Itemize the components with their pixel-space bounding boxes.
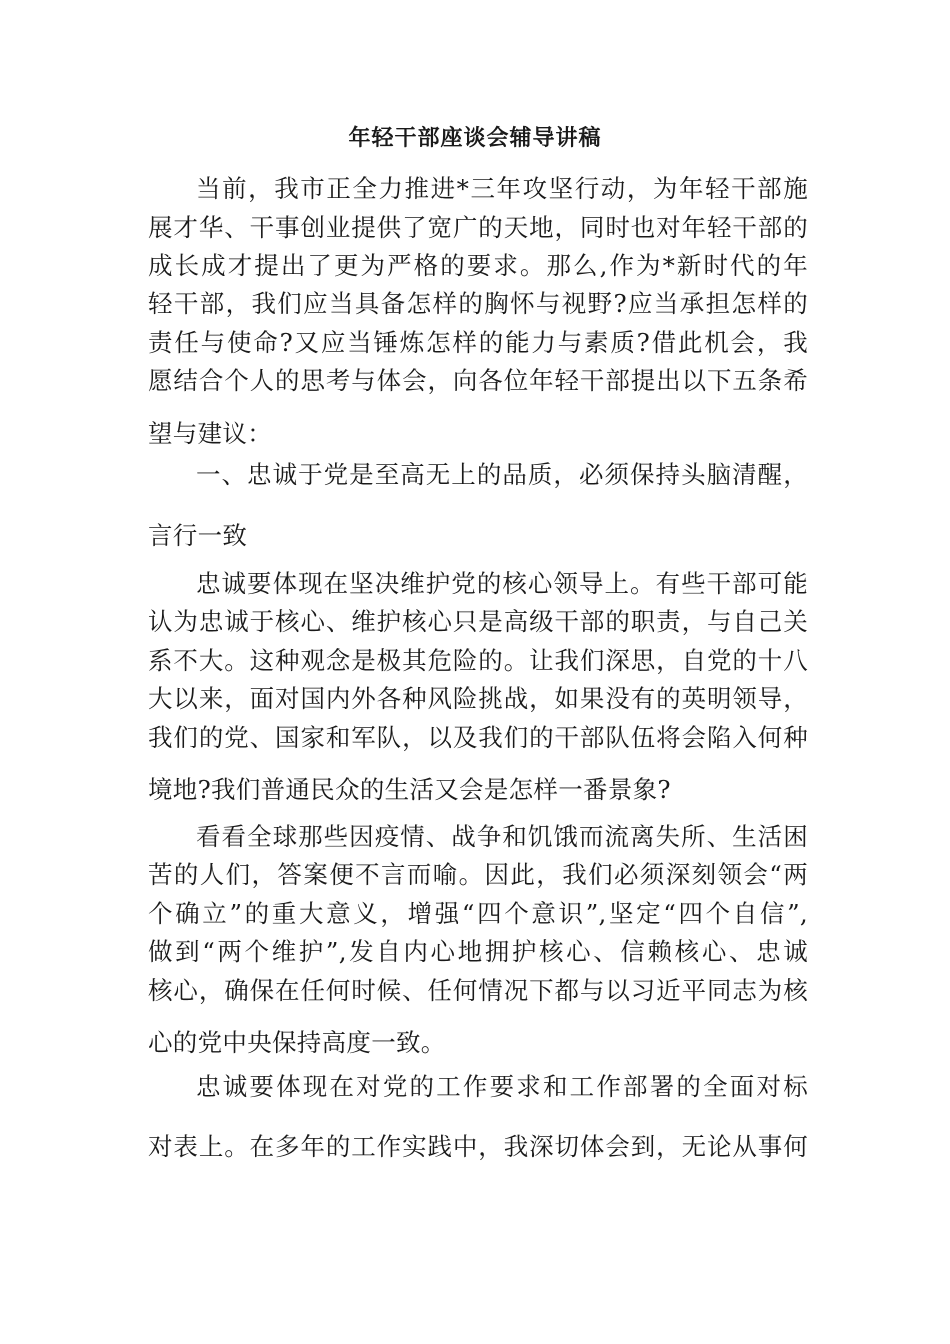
text-line: 大以来，面对国内外各种风险挑战，如果没有的英明领导， (148, 684, 808, 713)
text-line: 忠诚要体现在对党的工作要求和工作部署的全面对标 (196, 1072, 808, 1101)
text-line: 做到“两个维护”,发自内心地拥护核心、信赖核心、忠诚 (148, 937, 808, 966)
text-line: 成长成才提出了更为严格的要求。那么,作为*新时代的年 (148, 251, 808, 280)
section-heading-line: 言行一致 (148, 521, 248, 550)
text-line: 心的党中央保持高度一致。 (148, 1028, 446, 1057)
text-line: 看看全球那些因疫情、战争和饥饿而流离失所、生活困 (196, 822, 808, 851)
text-line: 对表上。在多年的工作实践中，我深切体会到，无论从事何 (148, 1132, 808, 1161)
text-line: 望与建议： (148, 419, 272, 448)
text-line: 展才华、干事创业提供了宽广的天地，同时也对年轻干部的 (148, 213, 808, 242)
text-line: 系不大。这种观念是极其危险的。让我们深思，自党的十八 (148, 646, 808, 675)
document-title: 年轻干部座谈会辅导讲稿 (348, 126, 602, 151)
text-line: 认为忠诚于核心、维护核心只是高级干部的职责，与自己关 (148, 607, 808, 636)
text-line: 忠诚要体现在坚决维护党的核心领导上。有些干部可能 (196, 569, 808, 598)
text-line: 我们的党、国家和军队，以及我们的干部队伍将会陷入何种 (148, 723, 808, 752)
text-line: 当前，我市正全力推进*三年攻坚行动，为年轻干部施 (196, 174, 808, 203)
text-line: 核心，确保在任何时候、任何情况下都与以习近平同志为核 (148, 976, 808, 1005)
text-line: 轻干部，我们应当具备怎样的胸怀与视野?应当承担怎样的 (148, 289, 808, 318)
text-line: 个确立”的重大意义，增强“四个意识”,坚定“四个自信”, (148, 899, 808, 928)
section-heading-line: 一、忠诚于党是至高无上的品质，必须保持头脑清醒， (196, 460, 808, 489)
text-line: 责任与使命?又应当锤炼怎样的能力与素质?借此机会，我 (148, 328, 808, 357)
text-line: 苦的人们，答案便不言而喻。因此，我们必须深刻领会“两 (148, 860, 808, 889)
text-line: 愿结合个人的思考与体会，向各位年轻干部提出以下五条希 (148, 366, 808, 395)
text-line: 境地?我们普通民众的生活又会是怎样一番景象? (148, 775, 671, 804)
